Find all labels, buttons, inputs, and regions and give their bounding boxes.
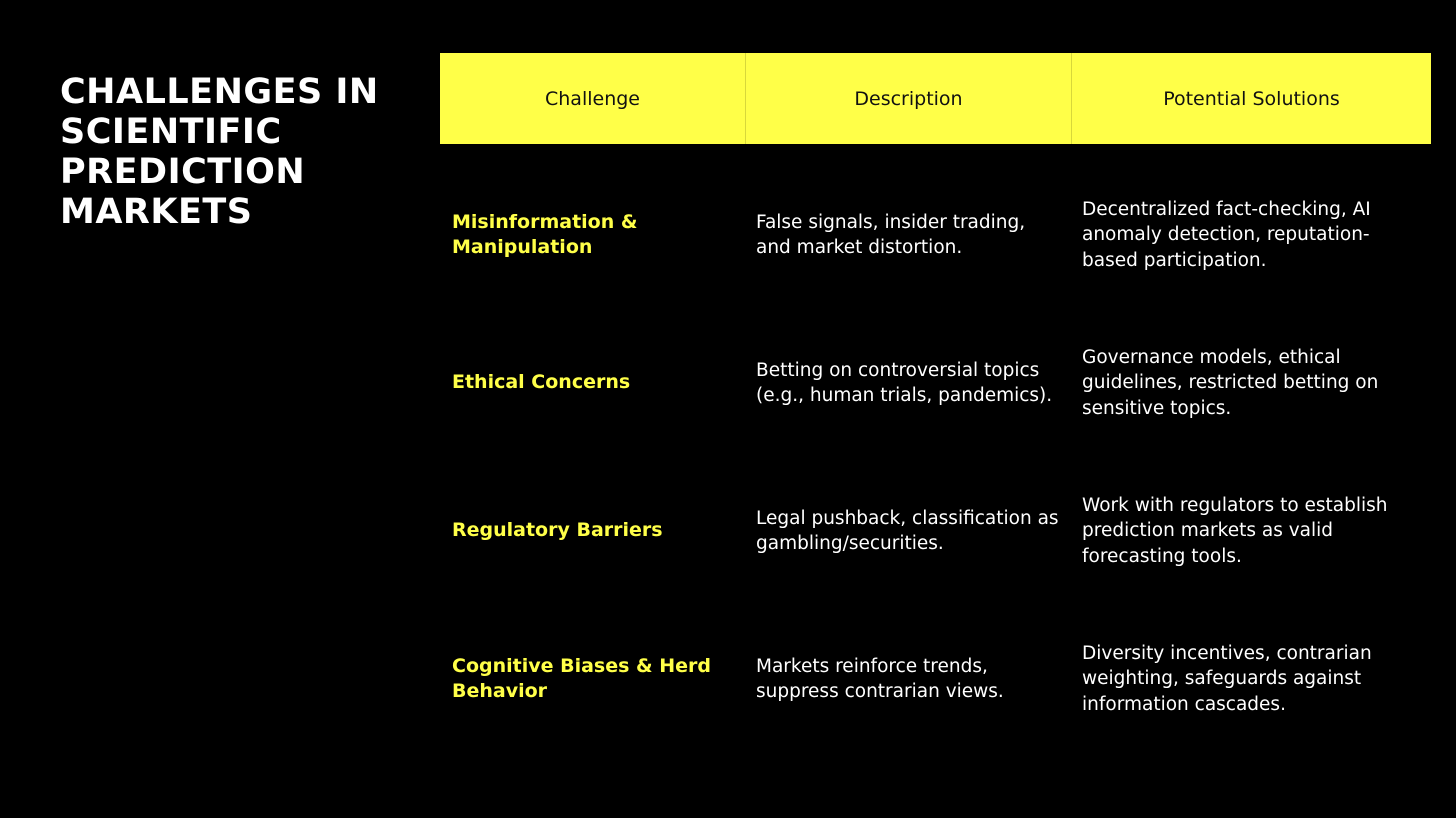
solution-cell: Governance models, ethical guidelines, restricted betting on sensitive topics.	[1082, 346, 1379, 419]
slide-title: CHALLENGES IN SCIENTIFIC PREDICTION MARKETS	[60, 72, 379, 232]
header-potential-solutions: Potential Solutions	[1071, 53, 1431, 144]
description-cell: False signals, insider trading, and market distortion.	[756, 211, 1026, 258]
table-row	[440, 161, 1431, 309]
challenge-cell: Regulatory Barriers	[452, 519, 663, 542]
challenge-cell: Misinformation & Manipulation	[452, 210, 638, 258]
table-header-row	[440, 53, 1431, 144]
table-row	[440, 309, 1431, 457]
description-cell: Betting on controversial topics (e.g., human trials, pandemics).	[756, 359, 1053, 406]
table-row	[440, 457, 1431, 605]
solution-cell: Work with regulators to establish prediction markets as valid forecasting tools.	[1082, 494, 1388, 567]
header-description: Description	[745, 53, 1071, 144]
solution-cell: Decentralized fact-checking, AI anomaly detection, reputation-based participation.	[1082, 198, 1371, 271]
description-cell: Markets reinforce trends, suppress contrarian views.	[756, 655, 1004, 702]
challenge-cell: Ethical Concerns	[452, 371, 631, 394]
description-cell: Legal pushback, classification as gambling/securities.	[756, 507, 1059, 554]
header-challenge: Challenge	[545, 87, 640, 110]
solution-cell: Diversity incentives, contrarian weighting, safeguards against information cascades.	[1082, 642, 1372, 715]
table-row	[440, 605, 1431, 753]
challenges-table	[440, 53, 1431, 753]
challenge-cell: Cognitive Biases & Herd Behavior	[452, 654, 711, 702]
